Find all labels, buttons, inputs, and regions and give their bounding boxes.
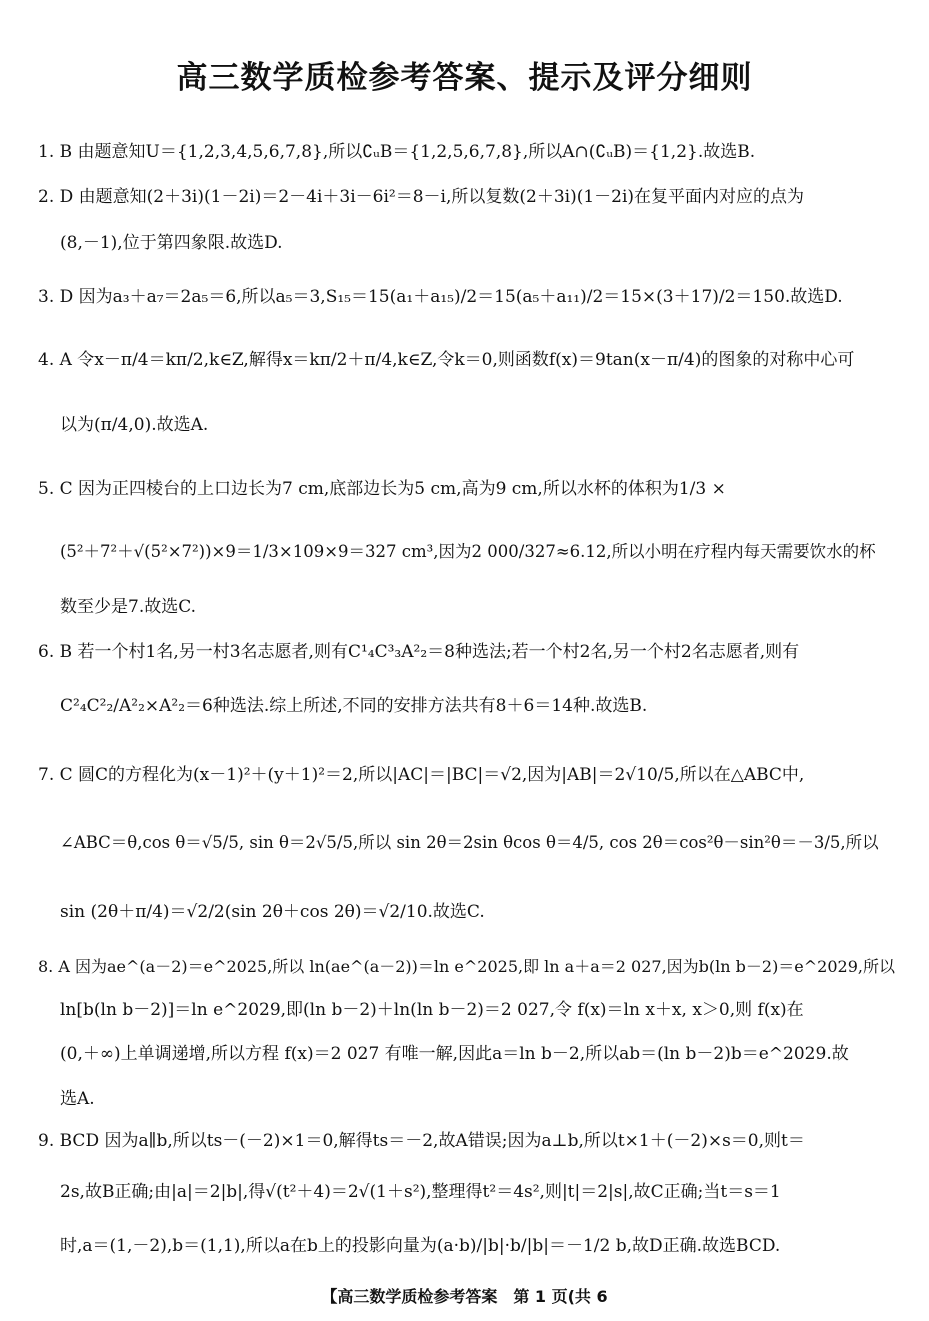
answer-line: (8,－1),位于第四象限.故选D. — [60, 233, 283, 253]
answer-line: 选A. — [60, 1089, 95, 1109]
answer-line: ∠ABC＝θ,cos θ＝√5/5, sin θ＝2√5/5,所以 sin 2θ＝2sin θcos θ＝4/5, cos 2θ＝cos²θ－sin²θ＝－3/5,所以 — [60, 833, 879, 852]
answer-line: 8. A 因为ae^(a－2)＝e^2025,所以 ln(ae^(a－2))＝ln e^2025,即 ln a＋a＝2 027,因为b(ln b－2)＝e^2029,所以 — [38, 957, 895, 976]
answer-line: sin (2θ＋π/4)＝√2/2(sin 2θ＋cos 2θ)＝√2/10.故选C. — [60, 902, 485, 922]
page-footer: 【高三数学质检参考答案 第 1 页(共 6 — [321, 1287, 608, 1306]
answer-line: 3. D 因为a₃＋a₇＝2a₅＝6,所以a₅＝3,S₁₅＝15(a₁＋a₁₅)/2＝15(a₅＋a₁₁)/2＝15×(3＋17)/2＝150.故选D. — [38, 287, 843, 307]
answer-line: 数至少是7.故选C. — [60, 597, 197, 617]
answer-line: (0,＋∞)上单调递增,所以方程 f(x)＝2 027 有唯一解,因此a＝ln b－2,所以ab＝(ln b－2)b＝e^2029.故 — [60, 1044, 849, 1064]
answer-line: 2s,故B正确;由|a|＝2|b|,得√(t²＋4)＝2√(1＋s²),整理得t²＝4s²,则|t|＝2|s|,故C正确;当t＝s＝1 — [60, 1182, 781, 1202]
answer-line: 时,a＝(1,－2),b＝(1,1),所以a在b上的投影向量为(a·b)/|b|·b/|b|＝－1/2 b,故D正确.故选BCD. — [60, 1236, 781, 1256]
answer-line: 1. B 由题意知U＝{1,2,3,4,5,6,7,8},所以∁ᵤB＝{1,2,5,6,7,8},所以A∩(∁ᵤB)＝{1,2}.故选B. — [38, 142, 756, 162]
answer-line: C²₄C²₂/A²₂×A²₂＝6种选法.综上所述,不同的安排方法共有8＋6＝14种.故选B. — [60, 696, 648, 716]
answer-line: 4. A 令x－π/4＝kπ/2,k∈Z,解得x＝kπ/2＋π/4,k∈Z,令k＝0,则函数f(x)＝9tan(x－π/4)的图象的对称中心可 — [38, 350, 855, 370]
page-title: 高三数学质检参考答案、提示及评分细则 — [176, 60, 753, 96]
answer-line: 2. D 由题意知(2＋3i)(1－2i)＝2－4i＋3i－6i²＝8－i,所以复数(2＋3i)(1－2i)在复平面内对应的点为 — [38, 187, 805, 207]
answer-line: 9. BCD 因为a∥b,所以ts－(－2)×1＝0,解得ts＝－2,故A错误;因为a⊥b,所以t×1＋(－2)×s＝0,则t＝ — [38, 1131, 805, 1151]
answer-line: 5. C 因为正四棱台的上口边长为7 cm,底部边长为5 cm,高为9 cm,所以水杯的体积为1/3 × — [38, 479, 726, 499]
answer-line: (5²＋7²＋√(5²×7²))×9＝1/3×109×9＝327 cm³,因为2 000/327≈6.12,所以小明在疗程内每天需要饮水的杯 — [60, 542, 876, 561]
answer-line: 6. B 若一个村1名,另一村3名志愿者,则有C¹₄C³₃A²₂＝8种选法;若一个村2名,另一个村2名志愿者,则有 — [38, 642, 800, 662]
answer-line: 以为(π/4,0).故选A. — [60, 415, 209, 435]
answer-line: ln[b(ln b－2)]＝ln e^2029,即(ln b－2)＋ln(ln b－2)＝2 027,令 f(x)＝ln x＋x, x＞0,则 f(x)在 — [60, 1000, 804, 1020]
answer-line: 7. C 圆C的方程化为(x－1)²＋(y＋1)²＝2,所以|AC|＝|BC|＝√2,因为|AB|＝2√10/5,所以在△ABC中, — [38, 765, 805, 785]
